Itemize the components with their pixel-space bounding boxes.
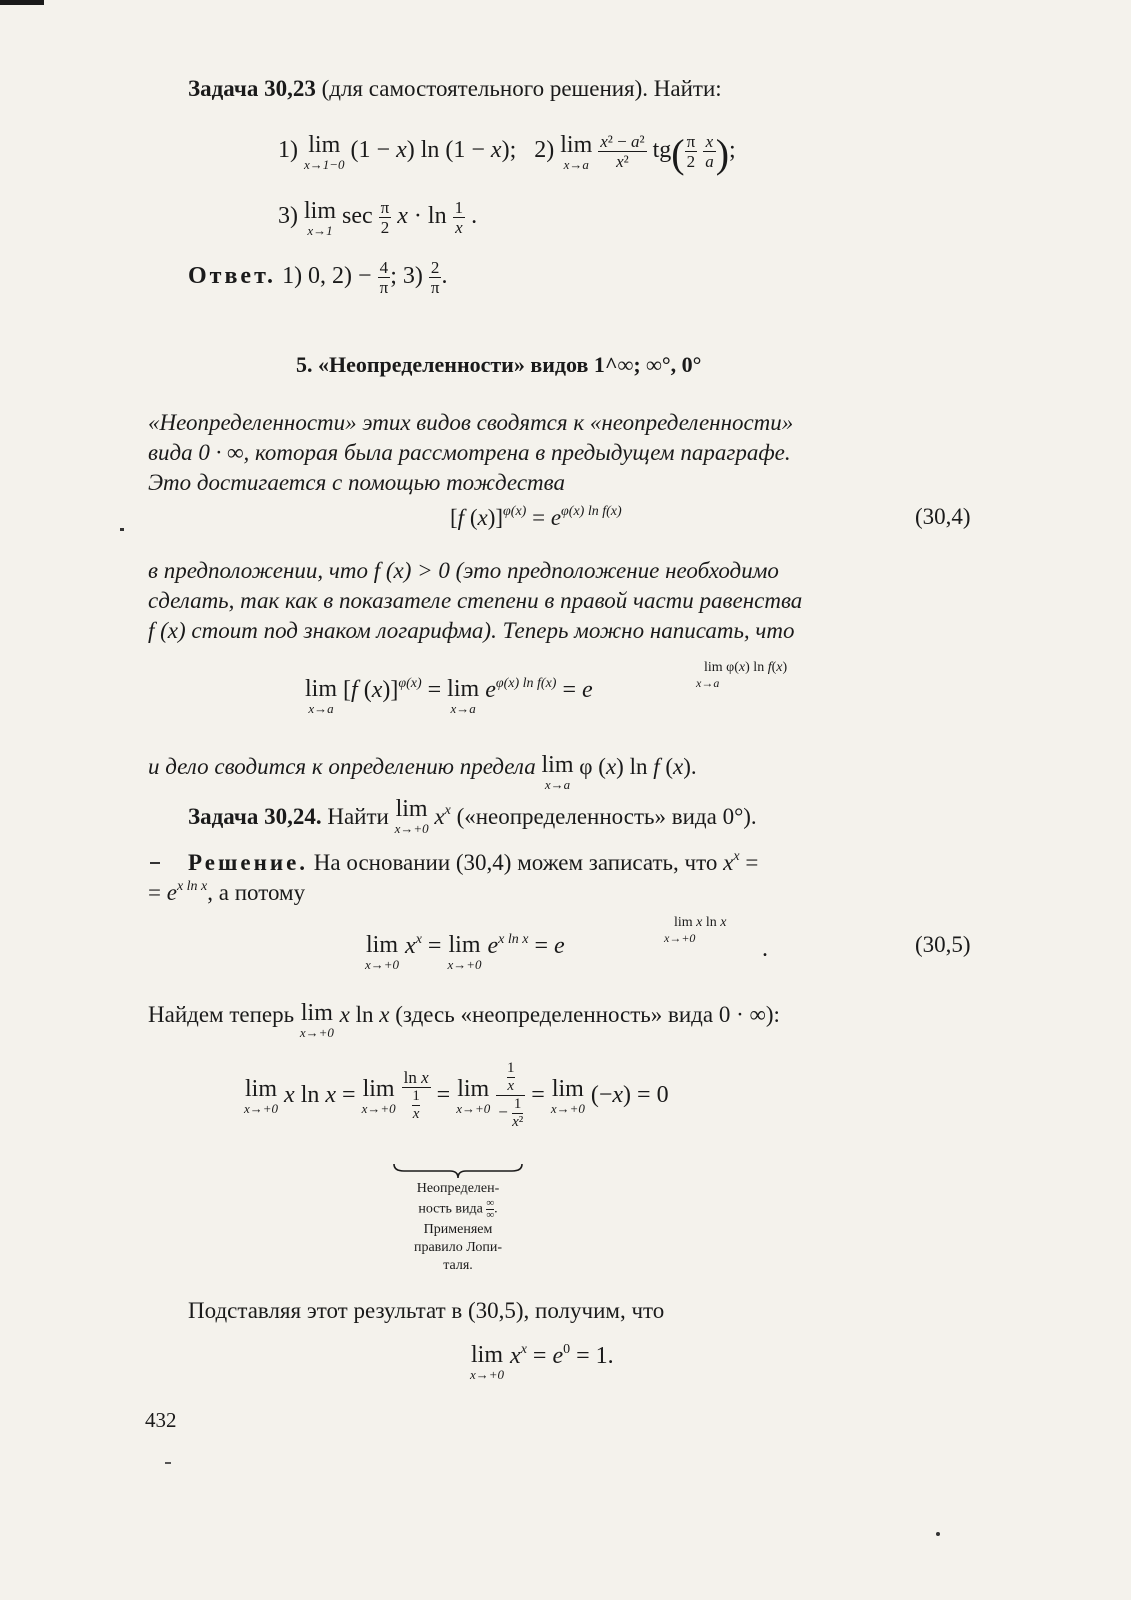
intro-paragraph	[148, 408, 988, 498]
fraction-lnx-over-1x: $\frac{\text{ln x}}{\frac{1}{x}}$	[403, 1068, 429, 1122]
fraction-derivatives: $\frac{1}{x}$ − $\frac{1}{\text{x²}}$	[498, 1060, 524, 1130]
problem-30-23-rest: (для самостоятельного решения). Найти:	[315, 76, 722, 101]
problem-30-24-title: Задача 30,24.	[188, 804, 322, 829]
solution-label: Решение.	[188, 850, 309, 875]
solution-text-1: На основании (30,4) можем записать, что	[308, 850, 724, 875]
problem-30-24: Задача 30,24. Найти lim x→+0 $x^x$ («неопределенность» вида 0°).	[188, 796, 757, 836]
solution-line-1: Решение. На основании (30,4) можем записать, что $x^x$ =	[188, 849, 759, 875]
brace-note-line-5: таля.	[443, 1258, 473, 1273]
scan-dot	[120, 528, 124, 531]
section-heading	[296, 352, 701, 378]
assume-line-2: сделать, так как в показателе степени в правой части равенства	[148, 588, 803, 613]
scan-edge-mark	[0, 0, 44, 5]
assumption-paragraph	[148, 556, 988, 646]
equation-30-5: lim x→+0 $x^x$ = lim x→+0 $e^{x ln x} = e$	[365, 932, 565, 972]
brace-note-line-1: Неопределен-	[416, 1181, 500, 1196]
scan-speck	[165, 1462, 171, 1464]
equation-30-4: [f $(x)]^{\varphi(x)} = e^{\varphi(x) ln f(x)}$	[450, 504, 622, 530]
lhopital-equation: lim x→+0 x ln x = lim x→+0 $\frac{\text{ln x}}{\frac{1}{x}}$ = lim x→+0 $\frac{1}{x}$ − $\frac{1}{\text{x²}}$ = lim x→+0 (−x) = 0	[244, 1060, 669, 1130]
underbrace	[392, 1162, 524, 1180]
intro-line-2: вида 0 · ∞, которая была рассмотрена в предыдущем параграфе.	[148, 440, 791, 465]
equation-30-5-number: (30,5)	[915, 932, 971, 957]
problem-30-24-rest: («неопределенность» вида 0°).	[456, 804, 757, 829]
brace-note-row-2: ность вида ∞ ∞ .	[418, 1197, 498, 1221]
page-number: 432	[145, 1408, 177, 1432]
intro-line-3: Это достигается с помощью тождества	[148, 470, 565, 495]
brace-note-line-3: Применяем	[423, 1222, 493, 1237]
limit-operator: lim x→1−0	[304, 132, 345, 172]
problem-items-1-2: 1) lim x→1−0 (1 − x) ln (1 − x); 2) lim x→a $\frac{\text{x² − a²}}{\text{x²}}$ tg( $\frac{\pi}{2}$ $\frac{x}{a}$ );	[278, 131, 736, 177]
brace-note-line-4: правило Лопи-	[413, 1240, 503, 1255]
find-now-rest: (здесь «неопределенность» вида 0 · ∞):	[395, 1002, 780, 1027]
section-heading-text: 5. «Неопределенности» видов 1^∞; ∞°, 0°	[296, 352, 702, 377]
reduction-text: и дело сводится к определению предела	[148, 754, 542, 779]
intro-line-1: «Неопределенности» этих видов сводятся к «неопределенности»	[148, 410, 794, 435]
solution-line-2: = $e^{x ln x}$, а потому	[148, 879, 306, 905]
limit-operator: lim x→1	[304, 198, 337, 238]
solution-text-2: а потому	[213, 880, 306, 905]
answer-text: 1) 0, 2)	[276, 263, 359, 290]
reduction-line: и дело сводится к определению предела lim x→a φ (x) ln f (x).	[148, 752, 697, 792]
equation-30-5-period: .	[762, 936, 768, 962]
problem-item-3: 3) lim x→1 sec $\frac{\pi}{2}$ x · ln $\frac{1}{x}$ .	[278, 198, 478, 238]
general-limit-equation: lim x→a [f (x)]$^{\varphi(x)}$ = lim x→a $e^{\varphi(x) ln f(x)} = e$	[305, 676, 593, 716]
brace-note	[392, 1180, 524, 1275]
substitute-line: Подставляя этот результат в (30,5), получим, что	[188, 1298, 665, 1323]
exponent-limit: lim φ(x) ln f(x) x→a	[696, 660, 788, 690]
brace-note-line-2: ность вида	[418, 1201, 483, 1217]
answer-line: Ответ. 1) 0, 2) − $\frac{4}{\pi}$ ; 3) $\frac{2}{\pi}$ .	[188, 258, 448, 297]
fraction: $\frac{\text{x² − a²}}{\text{x²}}$	[600, 132, 645, 171]
find-now-line: Найдем теперь lim x→+0 x ln x (здесь «неопределенность» вида 0 · ∞):	[148, 1000, 780, 1040]
answer-label: Ответ.	[188, 263, 277, 290]
problem-30-23-header	[188, 74, 722, 104]
final-result: lim x→+0 $x^x = e^0 = 1$.	[470, 1342, 614, 1382]
scan-speck	[936, 1532, 940, 1536]
equation-30-4-number: (30,4)	[915, 504, 971, 529]
scan-dash	[150, 862, 160, 864]
assume-line-3: f (x) стоит под знаком логарифма). Теперь можно написать, что	[148, 618, 795, 643]
problem-30-24-find: Найти	[321, 804, 395, 829]
find-now-text: Найдем теперь	[148, 1002, 300, 1027]
problem-30-23-title: Задача 30,23	[188, 76, 316, 101]
assume-line-1: в предположении, что f (x) > 0 (это предположение необходимо	[148, 558, 779, 583]
limit-operator: lim x→a	[560, 132, 593, 172]
exponent-limit-30-5: lim x ln x x→+0	[664, 915, 727, 945]
